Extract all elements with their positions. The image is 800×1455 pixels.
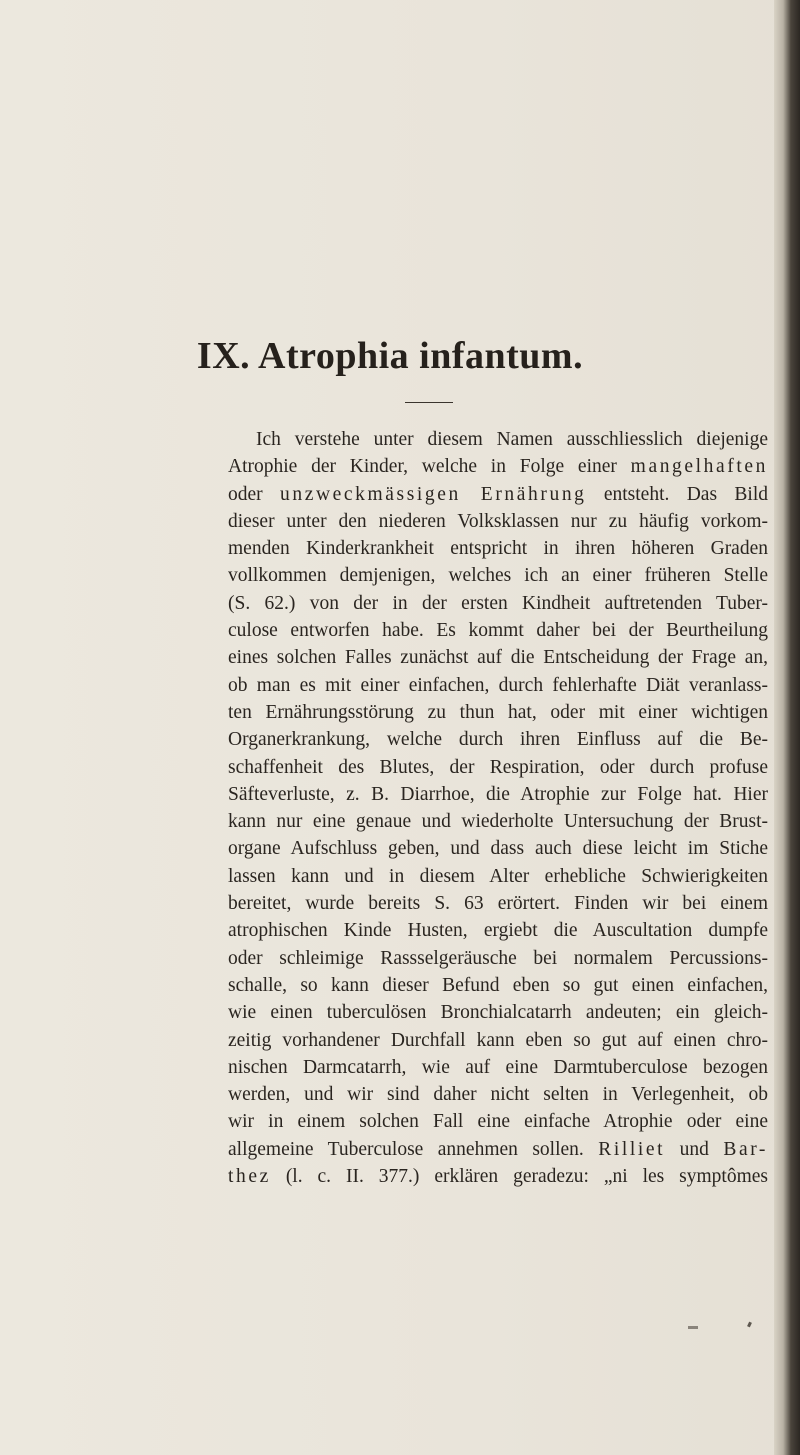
text-line bbox=[228, 890, 768, 917]
page-edge-shadow bbox=[774, 0, 800, 1455]
text-line bbox=[228, 1027, 768, 1054]
text-run: schaffenheit des Blutes, der Respiration, oder durch profuse bbox=[228, 756, 768, 778]
text-run: nischen Darmcatarrh, wie auf eine Darmtuberculose bezogen bbox=[228, 1056, 768, 1078]
text-line bbox=[228, 426, 768, 453]
text-line bbox=[228, 754, 768, 781]
text-line bbox=[228, 1054, 768, 1081]
text-run: culose entworfen habe. Es kommt daher bei der Beurtheilung bbox=[228, 620, 768, 642]
spaced-emphasis: thez bbox=[228, 1166, 271, 1188]
text-run: oder schleimige Rassselgeräusche bei normalem Percussions- bbox=[228, 947, 768, 969]
text-run: werden, und wir sind daher nicht selten in Verlegenheit, ob bbox=[228, 1084, 768, 1106]
title-divider bbox=[405, 402, 453, 403]
text-line bbox=[228, 1136, 768, 1163]
text-run: entsteht. Das Bild bbox=[586, 483, 768, 505]
text-line bbox=[228, 726, 768, 753]
text-run: wie einen tuberculösen Bronchialcatarrh andeuten; ein gleich- bbox=[228, 1002, 768, 1024]
page-mark bbox=[688, 1326, 698, 1329]
text-run: schalle, so kann dieser Befund eben so gut einen einfachen, bbox=[228, 974, 768, 996]
text-run: Säfteverluste, z. B. Diarrhoe, die Atrophie zur Folge hat. Hier bbox=[228, 783, 768, 805]
text-run: (S. 62.) von der in der ersten Kindheit auftretenden Tuber- bbox=[228, 592, 768, 614]
text-run: eines solchen Falles zunächst auf die Entscheidung der Frage an, bbox=[228, 647, 768, 669]
text-line bbox=[228, 972, 768, 999]
text-line bbox=[228, 945, 768, 972]
text-run: ob man es mit einer einfachen, durch fehlerhafte Diät veranlass- bbox=[228, 674, 768, 696]
text-run: wir in einem solchen Fall eine einfache Atrophie oder eine bbox=[228, 1111, 768, 1133]
text-run: oder bbox=[228, 483, 280, 505]
spaced-emphasis: Bar- bbox=[723, 1138, 769, 1160]
text-line bbox=[228, 863, 768, 890]
text-run: Atrophie der Kinder, welche in Folge einer bbox=[228, 456, 631, 478]
text-run: organe Aufschluss geben, und dass auch diese leicht im Stiche bbox=[228, 838, 768, 860]
text-run: Ich verstehe unter diesem Namen ausschliesslich diejenige bbox=[256, 429, 768, 450]
text-line bbox=[228, 481, 768, 508]
text-line bbox=[228, 1081, 768, 1108]
text-line bbox=[228, 781, 768, 808]
text-line bbox=[228, 672, 768, 699]
text-run: dieser unter den niederen Volksklassen nur zu häufig vorkom- bbox=[228, 510, 768, 532]
text-line bbox=[228, 508, 768, 535]
spaced-emphasis: mangelhaften bbox=[630, 456, 768, 478]
text-line bbox=[228, 617, 768, 644]
text-line bbox=[228, 808, 768, 835]
text-line bbox=[228, 644, 768, 671]
text-run: lassen kann und in diesem Alter erhebliche Schwierigkeiten bbox=[228, 865, 768, 887]
text-line bbox=[228, 835, 768, 862]
text-line bbox=[228, 590, 768, 617]
text-line bbox=[228, 999, 768, 1026]
text-line bbox=[228, 917, 768, 944]
text-run: und bbox=[665, 1138, 724, 1160]
ink-speck bbox=[747, 1322, 752, 1328]
text-run: (l. c. II. 377.) erklären geradezu: „ni les symptômes bbox=[270, 1166, 768, 1188]
text-run: kann nur eine genaue und wiederholte Untersuchung der Brust- bbox=[228, 811, 768, 833]
chapter-title: IX. Atrophia infantum. bbox=[196, 335, 584, 377]
text-line bbox=[228, 562, 768, 589]
text-run: ten Ernährungsstörung zu thun hat, oder mit einer wichtigen bbox=[228, 701, 768, 723]
text-line bbox=[228, 699, 768, 726]
body-paragraph bbox=[228, 426, 768, 1190]
text-run: atrophischen Kinde Husten, ergiebt die Auscultation dumpfe bbox=[228, 920, 768, 942]
text-line bbox=[228, 453, 768, 480]
text-line bbox=[228, 535, 768, 562]
spaced-emphasis: Rilliet bbox=[598, 1138, 666, 1160]
text-run: Organerkrankung, welche durch ihren Einfluss auf die Be- bbox=[228, 729, 768, 751]
text-run: vollkommen demjenigen, welches ich an einer früheren Stelle bbox=[228, 565, 768, 587]
text-run: allgemeine Tuberculose annehmen sollen. bbox=[228, 1138, 599, 1160]
text-line bbox=[228, 1163, 768, 1190]
text-run: zeitig vorhandener Durchfall kann eben so gut auf einen chro- bbox=[228, 1029, 768, 1051]
text-run: bereitet, wurde bereits S. 63 erörtert. Finden wir bei einem bbox=[228, 893, 768, 915]
spaced-emphasis: unzweckmässigen Ernährung bbox=[280, 483, 587, 505]
text-line bbox=[228, 1108, 768, 1135]
text-run: menden Kinderkrankheit entspricht in ihren höheren Graden bbox=[228, 538, 768, 560]
